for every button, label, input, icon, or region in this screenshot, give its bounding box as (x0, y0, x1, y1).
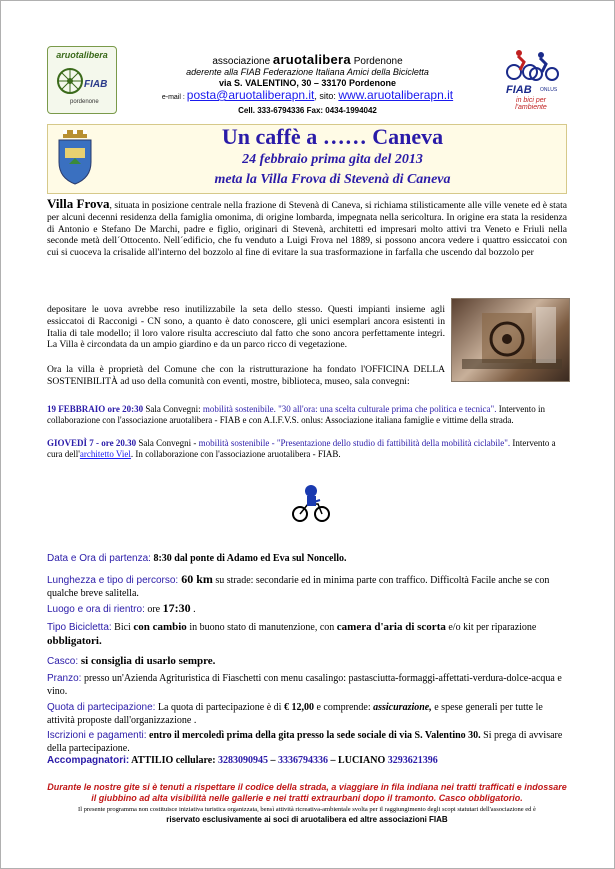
logo-right-onlus-text: ONLUS (540, 87, 558, 93)
return-pre: ore (144, 604, 163, 615)
body-paragraph-2: Ora la villa è proprietà del Comune che con la ristrutturazione ha fondato l'OFFICINA DELLA SOSTENIBILITÀ ad uso della comunità con eventi, mostre, biblioteca, museo, sala convegni: (47, 364, 445, 387)
bike-type-row (47, 621, 567, 648)
header-phone-fax: Cell. 333-6794336 Fax: 0434-1994042 (238, 106, 377, 115)
header-assoc-name: aruotalibera (272, 52, 351, 67)
bike-type-label: Tipo Bicicletta: (47, 622, 112, 633)
guides-row (47, 755, 567, 768)
header-assoc-city: Pordenone (350, 56, 403, 67)
body-p1a: , situata in posizione centrale nella frazione di Stevenà di Caneva, si richiama stilisticamente alle ville venete ed è stata per alcuni decenni residenza della famiglia omonima, di origine lombarda, impegnata nella sericoltura. In origine era stata la residenza di Antonio e Stefano De Marchi, padre e figlio, originari di Stevenà, architetti ed impresari molto attivi tra Veneto e Friuli nella seconde metà dell´Ottocento. Nell´edificio, che fu venduto a Luigi Frova nel 1889, si possono ancora vedere i quattro essiccatoi con cui si cuoceva la crisalide all'interno del bozzolo al fine di evitare la sua trasformazione in farfalla che uscendo dal bozzolo per (47, 200, 568, 259)
bike-mandatory: obbligatori. (47, 634, 102, 647)
registration-row (47, 730, 567, 755)
registration-value: entro il mercoledì prima della gita presso la sede sociale di via S. Valentino 30. (146, 730, 481, 741)
event-2-date: GIOVEDÌ 7 - ore 20.30 (47, 438, 137, 448)
event-1-title: mobilità sostenibile. "30 all'ora: una scelta culturale prima che politica e tecnica". (202, 404, 497, 414)
return-time: 17:30 (162, 601, 191, 615)
email-label: e-mail : (161, 94, 187, 101)
email-link[interactable]: posta@aruotaliberapn.it (186, 88, 315, 102)
fee-amount: € 12,00 (283, 702, 314, 713)
departure-label: Data e Ora di partenza: (47, 553, 151, 564)
registration-note: Si prega di avvisare della partecipazione. (47, 730, 563, 754)
fee-a: La quota di partecipazione è di (155, 702, 284, 713)
event-1-date: 19 FEBBRAIO ore 20:30 (47, 404, 144, 414)
lunch-label: Pranzo: (47, 673, 82, 684)
header-line2: aderente alla FIAB Federazione Italiana Amici della Bicicletta (186, 67, 429, 77)
footer-disclaimer: Il presente programma non costituisce iniziativa turistica organizzata, bensì attività ricreativa-ambientale svolta per il raggiungimento degli scopi statutari dell'associazione ed è (78, 806, 536, 813)
logo-left-fiab-text: FIAB (84, 79, 108, 90)
guides-a: ATTILIO cellulare: (129, 755, 219, 766)
body-paragraph-1 (47, 198, 567, 259)
fee-label: Quota di partecipazione: (47, 702, 156, 713)
header-association (0, 52, 615, 67)
return-post: . (190, 604, 196, 615)
registration-label: Iscrizioni e pagamenti: (47, 730, 147, 741)
page-subtitle-destination: meta la Villa Frova di Stevenà di Caneva (214, 172, 451, 187)
body-lead: Villa Frova (47, 196, 110, 211)
event-1-details: Intervento in collaborazione con l'associazione aruotalibera - FIAB e con A.I.F.V.S. onlus: Associazione italiana famiglie e vittime della strada. (47, 404, 545, 425)
architect-link[interactable]: architetto Viel (79, 449, 131, 459)
event-item-1 (47, 404, 567, 426)
helmet-value: si consiglia di usarlo sempre. (78, 655, 216, 667)
fee-e: e spese generali per tutte le attività proposte dall'organizzazione . (47, 702, 543, 726)
departure-row (47, 553, 567, 566)
bike-c: in buono stato di manutenzione, con (186, 622, 337, 633)
event-2-details-a: Intervento a cura dell' (47, 438, 556, 459)
route-description: su strade: secondarie ed in minima parte con traffico. Difficoltà Facile anche se con qualche breve salitella. (47, 575, 550, 599)
bike-gears: con cambio (133, 621, 187, 633)
event-2-details-b: . In collaborazione con l'associazione aruotalibera - FIAB. (130, 449, 341, 459)
footer-warning: Durante le nostre gite si è tenuti a rispettare il codice della strada, a viaggiare in fila indiana nei tratti trafficati e indossare il giubbino ad alta visibilità nelle gallerie e nei tratti extraurbani dopo il tramonto. Casco obbligatorio. (47, 782, 567, 803)
footer-reserved: riservato esclusivamente ai soci di aruotalibera ed altre associazioni FIAB (166, 815, 448, 824)
site-label: , sito: (314, 91, 339, 101)
guides-phone-1: 3283090945 (218, 755, 269, 766)
body-paragraph-1b: depositare le uova avrebbe reso inutilizzabile la seta dello stesso. Questi impianti insieme agli essiccatoi di Racconigi - CN sono, a quanto è dato conoscere, gli unici esemplari ancora esistenti in Italia di tale modello; il loro valore risulta accresciuto dal fatto che sono ancora perfettamente integri. La Villa è circondata da un ampio giardino e da un parco ricco di vegetazione. (47, 304, 445, 351)
route-label: Lunghezza e tipo di percorso: (47, 575, 179, 586)
silk-dryer-photo (451, 298, 570, 382)
page-subtitle-date: 24 febbraio prima gita del 2013 (242, 152, 423, 167)
header-assoc-prefix: associazione (212, 56, 273, 67)
fee-row (47, 702, 567, 727)
route-row (47, 573, 567, 600)
event-2-place: Sala Convegni - (136, 438, 199, 448)
lunch-row (47, 673, 567, 698)
logo-left-top-text: aruotalibera (56, 50, 108, 60)
return-label: Luogo e ora di rientro: (47, 604, 145, 615)
lunch-value: presso un'Azienda Agrituristica di Fiaschetti con menu casalingo: pastasciutta-formaggi-affettati-verdura-dolce-acqua e vino. (47, 673, 562, 697)
cyclist-clipart-icon (290, 482, 332, 524)
departure-value: 8:30 dal ponte di Adamo ed Eva sul Noncello. (150, 553, 347, 564)
event-2-title: mobilità sostenibile - "Presentazione dello studio di fattibilità della mobilità ciclabile". (198, 438, 511, 448)
return-row (47, 602, 567, 617)
header-contacts (0, 88, 615, 102)
helmet-label: Casco: (47, 656, 79, 667)
guides-phone-3: 3293621396 (387, 755, 438, 766)
bike-e: e/o kit per riparazione (445, 622, 537, 633)
event-1-place: Sala Convegni: (143, 404, 203, 414)
guides-phone-2: 3336794336 (278, 755, 329, 766)
helmet-row (47, 655, 567, 669)
route-km: 60 km (178, 572, 213, 586)
page-title: Un caffè a …… Caneva (221, 124, 444, 149)
logo-right-bottom-text: in bici per l'ambiente (515, 97, 547, 111)
guides-label: Accompagnatori: (47, 755, 130, 766)
logo-left-bottom-text: pordenone (70, 99, 99, 105)
municipal-crest-icon (55, 128, 95, 188)
fee-insurance: assicurazione, (373, 702, 432, 713)
bike-spare-tube: camera d'aria di scorta (336, 621, 446, 633)
guides-c: – (268, 755, 279, 766)
guides-e: – LUCIANO (328, 755, 388, 766)
event-item-2 (47, 438, 567, 460)
fee-c: e comprende: (313, 702, 374, 713)
header-line3: via S. VALENTINO, 30 – 33170 Pordenone (219, 78, 396, 88)
bike-a: Bici (111, 622, 134, 633)
logo-right-fiab-text: FIAB (506, 84, 532, 96)
site-link[interactable]: www.aruotaliberapn.it (338, 88, 454, 102)
